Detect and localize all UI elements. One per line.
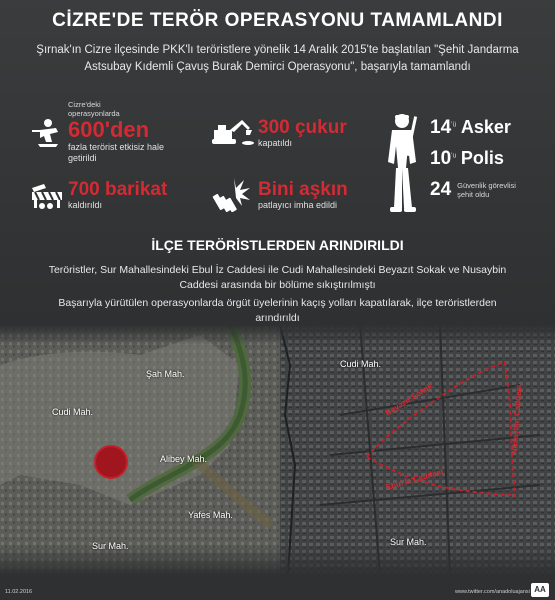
soldier-silhouette-icon: [380, 112, 424, 221]
map-label-sah: Şah Mah.: [146, 369, 185, 379]
map-label-alibey: Alibey Mah.: [160, 454, 208, 464]
stat-terrorists-post: fazla terörist etkisiz hale getirildi: [68, 142, 165, 163]
explosion-icon: [212, 176, 252, 217]
stat-police-number: 10: [430, 148, 452, 169]
map-graphic: [0, 325, 555, 575]
stat-pits: [258, 118, 347, 149]
footer-twitter: www.twitter.com/anadoluajansi: [455, 589, 530, 595]
stat-barricades: [68, 180, 167, 211]
stat-soldiers-suffix: 'ü: [451, 121, 457, 129]
stat-explosives: [258, 180, 348, 211]
stat-police-label: Polis: [460, 148, 504, 168]
map-label-yafes: Yafes Mah.: [188, 510, 233, 520]
map-label-cudi-right: Cudi Mah.: [340, 359, 382, 369]
stat-terrorists: [68, 100, 178, 164]
stat-pits-post: kapatıldı: [258, 138, 293, 148]
street-label-nusaybin: Nusaybin Caddesi: [509, 384, 524, 455]
stat-explosives-post: patlayıcı imha edildi: [258, 200, 338, 210]
stat-guards-number: 24: [430, 179, 452, 200]
stat-guards-label-2: şehit oldu: [457, 190, 490, 199]
stat-soldiers: [430, 117, 511, 139]
stat-guards-label-1: Güvenlik görevlisi: [457, 181, 516, 190]
paragraph-1: Teröristler, Sur Mahallesindeki Ebul İz Caddesi ile Cudi Mahallesindeki Beyazıt Sokak ve Nusaybin Caddesi arasında bir bölüme sıkıştırılmıştı: [48, 264, 507, 291]
stat-soldiers-label: Asker: [460, 117, 511, 137]
stat-terrorists-pre: Cizre'deki operasyonlarda: [68, 100, 120, 118]
stat-barricades-post: kaldırıldı: [68, 200, 103, 210]
map-label-cudi-left: Cudi Mah.: [52, 407, 94, 417]
satellite-map: [0, 325, 555, 575]
stat-terrorists-number: 600'den: [68, 117, 150, 142]
aa-logo-text: AA: [534, 585, 546, 594]
stat-guards: [430, 179, 516, 201]
paragraph-2: Başarıyla yürütülen operasyonlarda örgüt üyelerinin kaçış yolları kapatılarak, ilçe teröristlerden arındırıldı: [58, 297, 497, 324]
excavator-icon: [210, 118, 254, 151]
stat-pits-number: 300 çukur: [258, 117, 347, 138]
stat-soldiers-number: 14: [430, 117, 452, 138]
stat-police-suffix: 'u: [451, 152, 457, 160]
intro-text: Şırnak'ın Cizre ilçesinde PKK'lı teröristlere yönelik 14 Aralık 2015'te başlatılan "Şehit Jandarma Astsubay Kıdemli Çavuş Burak Demirci Operasyonu", başarıyla tamamlandı: [36, 44, 519, 73]
footer-date: 11.02.2016: [5, 589, 33, 595]
street-label-beyazit: Beyazıt Sokak: [383, 381, 435, 418]
map-label-sur-right: Sur Mah.: [390, 537, 427, 547]
barricade-icon: [30, 182, 64, 215]
section-title: İLÇE TERÖRİSTLERDEN ARINDIRILDI: [151, 237, 404, 253]
stat-explosives-number: Bini aşkın: [258, 179, 348, 200]
soldier-shooting-icon: [28, 118, 64, 153]
street-label-ebul-iz: Ebul İz Caddesi: [384, 467, 445, 492]
page-title: CİZRE'DE TERÖR OPERASYONU TAMAMLANDI: [52, 10, 503, 31]
map-label-sur-left: Sur Mah.: [92, 541, 129, 551]
stat-barricades-number: 700 barikat: [68, 179, 168, 200]
aa-logo: [531, 583, 549, 597]
stat-police: [430, 148, 504, 170]
